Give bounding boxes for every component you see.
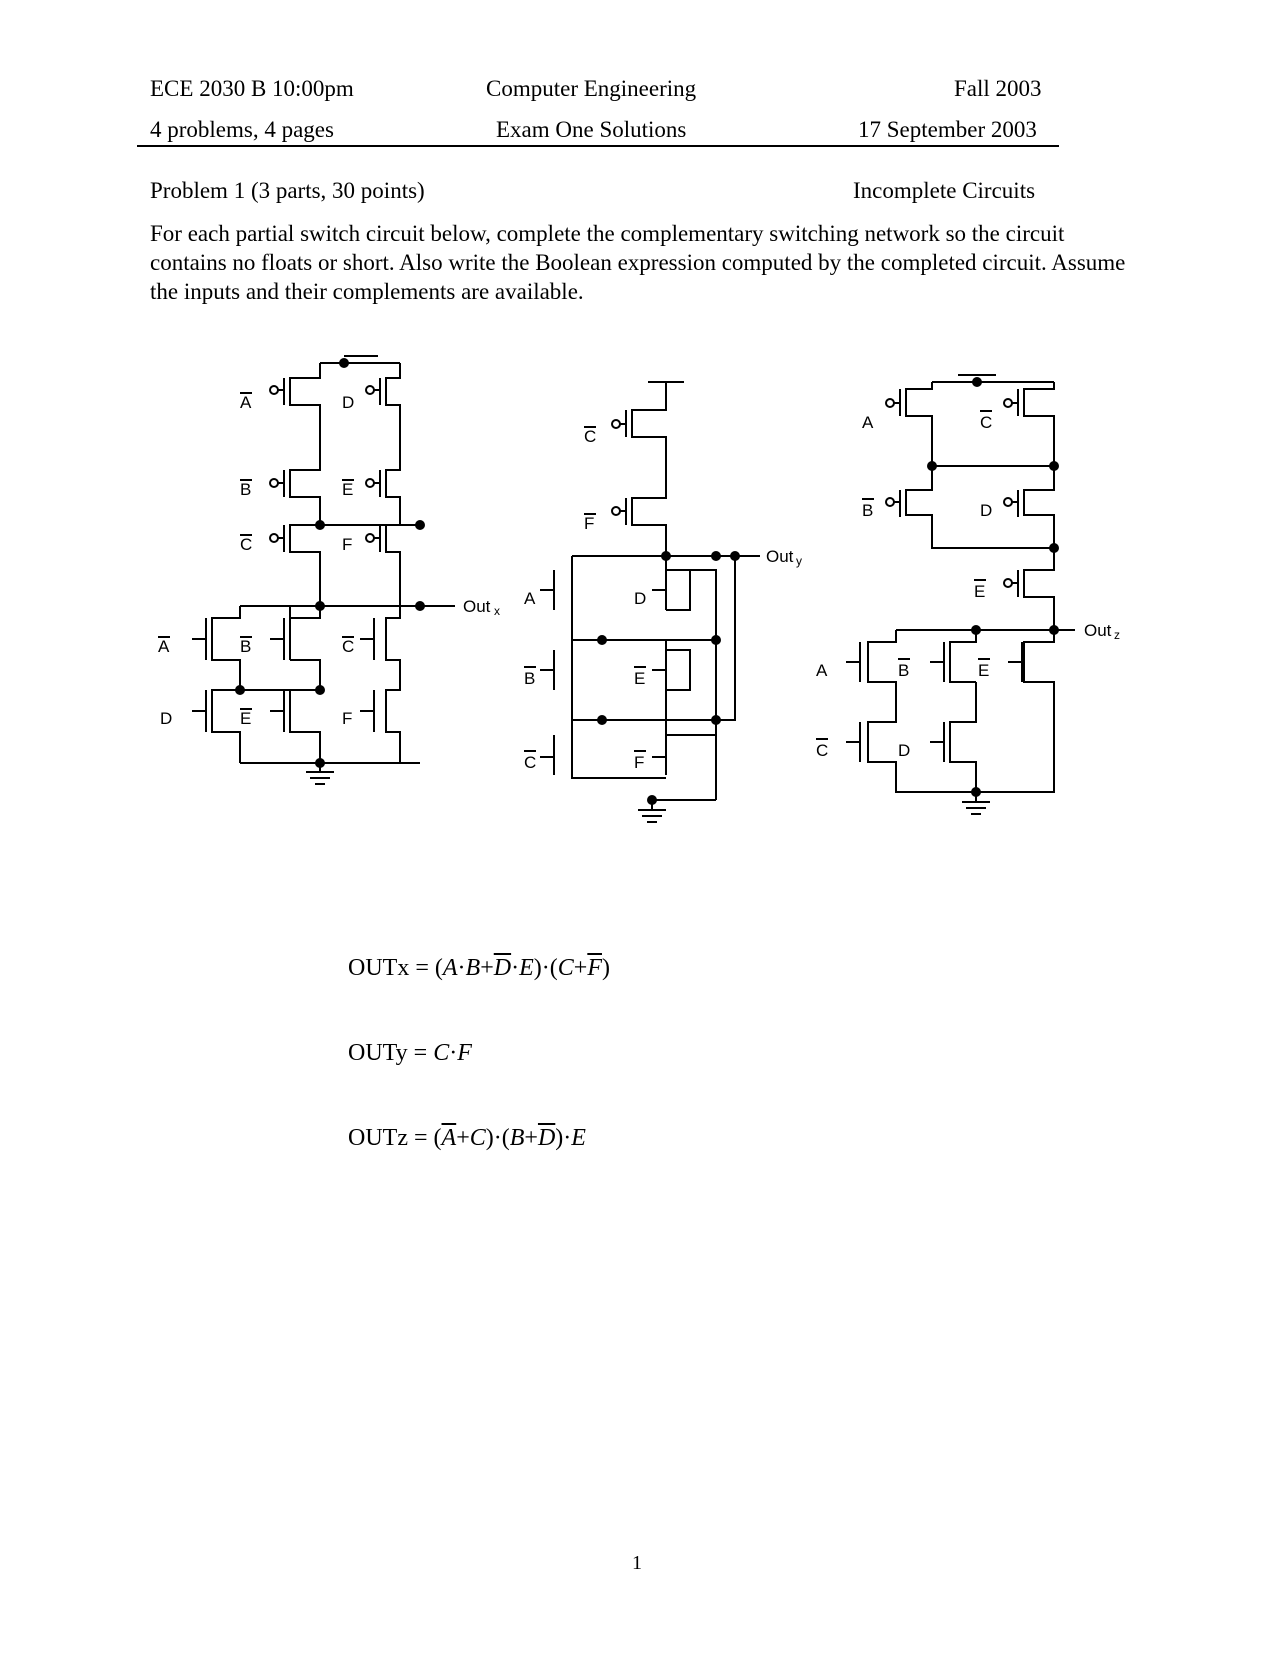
svg-text:B: B <box>898 661 910 680</box>
svg-text:E: E <box>974 582 986 601</box>
svg-text:D: D <box>980 501 993 520</box>
header-date: 17 September 2003 <box>858 117 1037 142</box>
answer-z <box>348 1125 586 1152</box>
answer-x <box>348 955 610 982</box>
circuit-z <box>816 375 1120 814</box>
svg-text:E: E <box>240 709 252 728</box>
svg-text:F: F <box>342 709 353 728</box>
svg-text:E: E <box>978 661 990 680</box>
header-term: Fall 2003 <box>954 76 1042 101</box>
header-count: 4 problems, 4 pages <box>150 117 334 142</box>
svg-text:D: D <box>898 741 911 760</box>
svg-text:C: C <box>240 535 253 554</box>
svg-text:F: F <box>342 535 353 554</box>
svg-text:B: B <box>524 669 536 688</box>
svg-text:E: E <box>634 669 646 688</box>
svg-text:B: B <box>240 480 252 499</box>
answer-y-expr: C·F <box>433 1040 472 1066</box>
svg-text:C: C <box>342 637 355 656</box>
svg-text:B: B <box>240 637 252 656</box>
circuit-x <box>158 356 500 784</box>
answer-y-label: OUTy = <box>348 1040 428 1066</box>
switch-circuits-figure <box>0 330 1280 830</box>
svg-text:C: C <box>524 753 537 772</box>
svg-text:C: C <box>584 427 597 446</box>
out-y-label: Out <box>766 547 794 566</box>
circuit-y <box>524 382 802 822</box>
header-rule <box>137 145 1059 147</box>
answer-x-expr: $(A\cdot B+\overline{D}\cdot E)\cdot(C+\overline{F})$ <box>434 955 610 981</box>
svg-text:E: E <box>342 480 354 499</box>
svg-text:F: F <box>634 753 645 772</box>
out-y-sub: y <box>796 554 802 568</box>
header-exam: Exam One Solutions <box>496 117 687 142</box>
svg-text:A: A <box>816 661 828 680</box>
problem-text: For each partial switch circuit below, complete the complementary switching network so the circuit contains no floats or short. Also write the Boolean expression computed by the completed circuit. Assume the inputs and their complements are available. <box>150 221 1126 304</box>
svg-text:A: A <box>240 393 252 412</box>
svg-text:D: D <box>342 393 355 412</box>
out-z-sub: z <box>1114 628 1120 642</box>
svg-text:A: A <box>862 413 874 432</box>
answer-z-expr: $(\overline{A}+C)\cdot(B+\overline{D})\cdot E$ <box>433 1125 586 1151</box>
svg-text:C: C <box>980 413 993 432</box>
answer-y <box>348 1040 472 1067</box>
out-x-sub: x <box>494 604 500 618</box>
out-x-label: Out <box>463 597 491 616</box>
svg-text:B: B <box>862 501 874 520</box>
problem-title: Problem 1 (3 parts, 30 points) <box>150 178 425 203</box>
answer-z-label: OUTz = <box>348 1125 428 1151</box>
page-number: 1 <box>632 1552 642 1574</box>
header-course: ECE 2030 B 10:00pm <box>150 76 354 101</box>
out-z-label: Out <box>1084 621 1112 640</box>
svg-text:D: D <box>634 589 647 608</box>
svg-text:C: C <box>816 741 829 760</box>
answer-x-label: OUTx = <box>348 955 429 981</box>
svg-text:A: A <box>524 589 536 608</box>
svg-text:D: D <box>160 709 173 728</box>
svg-text:F: F <box>584 514 595 533</box>
problem-topic: Incomplete Circuits <box>853 178 1036 203</box>
svg-text:A: A <box>158 637 170 656</box>
header-subject: Computer Engineering <box>486 76 697 101</box>
